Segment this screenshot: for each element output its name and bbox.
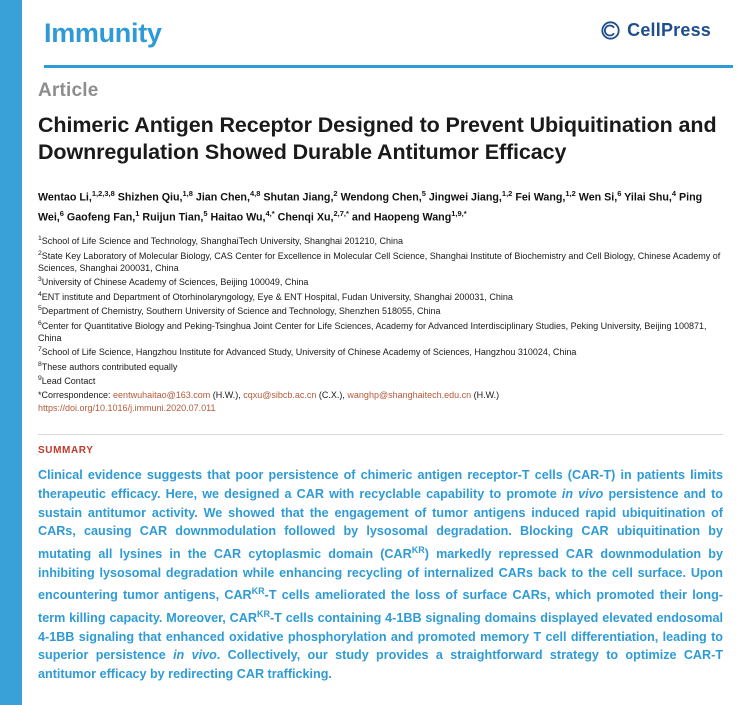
summary-text: Clinical evidence suggests that poor persistence of chimeric antigen receptor-T cells (CAR-T) in patients limits therapeutic efficacy. Here, we designed a CAR with recyclable capability to promote in vivo persistence and to sustain antitumor activity. We showed that the engagement of tumor antigens induced rapid ubiquitination of CARs, causing CAR downmodulation followed by lysosomal degradation. Blocking CAR ubiquitination by mutating all lysines in the CAR cytoplasmic domain $(CAR^{KR})$ markedly repressed CAR downmodulation by inhibiting lysosomal degradation while enhancing recycling of internalized CARs back to the cell surface. Upon encountering tumor antigens, $CAR^{KR}-T$ cells ameliorated the loss of surface CARs, which promoted their long-term killing capacity. Moreover, $CAR^{KR}-T$ cells containing 4-1BB signaling domains displayed elevated endosomal 4-1BB signaling that enhanced oxidative phosphorylation and promoted memory T cell differentiation, leading to superior persistence in vivo. Collectively, our study provides a straightforward strategy to optimize CAR-T antitumor efficacy by redirecting CAR trafficking. (38, 468, 724, 681)
affiliation-item: $^1$School of Life Science and Technology, ShanghaiTech University, Shanghai 201210, China (38, 235, 404, 247)
header-rule (44, 65, 733, 68)
author-list: Wentao Li,$^{1,2,3,8}$ Shizhen Qiu,$^{1,8}$ Jian Chen,$^{4,8}$ Shutan Jiang,$^2$ Wendong Chen,$^5$ Jingwei Jiang,$^{1,2}$ Fei Wang,$^{1,2}$ Wen Si,$^6$ Yilai Shu,$^4$ Ping Wei,$^6$ Gaofeng Fan,$^1$ Ruijun Tian,$^5$ Haitao Wu,$^{4,*}$ Chenqi Xu,$^{2,7,*}$ and Haopeng Wang$^{1,9,*}$ (38, 189, 703, 224)
affiliation-item: $^4$ENT institute and Department of Otorhinolaryngology, Eye & ENT Hospital, Fudan University, Shanghai 200031, China (38, 290, 513, 302)
doi-line[interactable] (38, 402, 723, 414)
publisher-name: CellPress (627, 20, 711, 40)
publisher-logo[interactable] (601, 20, 711, 41)
article-content (38, 80, 723, 684)
correspondence-line: *Correspondence: eentwuhaitao@163.com (H.W.), cqxu@sibcb.ac.cn (C.X.), wanghp@shanghaitech.edu.cn (H.W.) (38, 389, 500, 400)
article-type-label: Article (38, 80, 99, 101)
right-margin (741, 0, 749, 705)
doi-link[interactable]: https://doi.org/10.1016/j.immuni.2020.07.011 (38, 403, 216, 413)
affiliation-item: $^2$State Key Laboratory of Molecular Biology, CAS Center for Excellence in Molecular Cell Science, Shanghai Institute of Biochemistry and Cell Biology, Chinese Academy of Sciences, Shanghai 200031, China (38, 249, 721, 273)
cellpress-logo-icon (601, 21, 620, 40)
summary-heading: SUMMARY (38, 445, 94, 457)
affiliation-item: $^7$School of Life Science, Hangzhou Institute for Advanced Study, University of Chinese Academy of Sciences, Hangzhou 310024, China (38, 346, 577, 358)
affiliation-item: $^3$University of Chinese Academy of Sciences, Beijing 100049, China (38, 276, 309, 288)
journal-title: Immunity (44, 18, 162, 48)
journal-header (22, 0, 741, 66)
affiliation-item: $^9$Lead Contact (38, 375, 96, 387)
affiliation-item: $^5$Department of Chemistry, Southern University of Science and Technology, Shenzhen 518055, China (38, 305, 441, 317)
affiliation-item: $^6$Center for Quantitative Biology and Peking-Tsinghua Joint Center for Life Sciences, Academy for Advanced Interdisciplinary Studies, Peking University, Beijing 100871, China (38, 319, 707, 343)
page-title: Chimeric Antigen Receptor Designed to Prevent Ubiquitination and Downregulation Showed Durable Antitumor Efficacy (38, 113, 717, 164)
left-accent-bar (0, 0, 22, 705)
summary-divider (38, 434, 723, 435)
affiliation-item: $^8$These authors contributed equally (38, 360, 178, 372)
affiliation-list (38, 233, 723, 387)
